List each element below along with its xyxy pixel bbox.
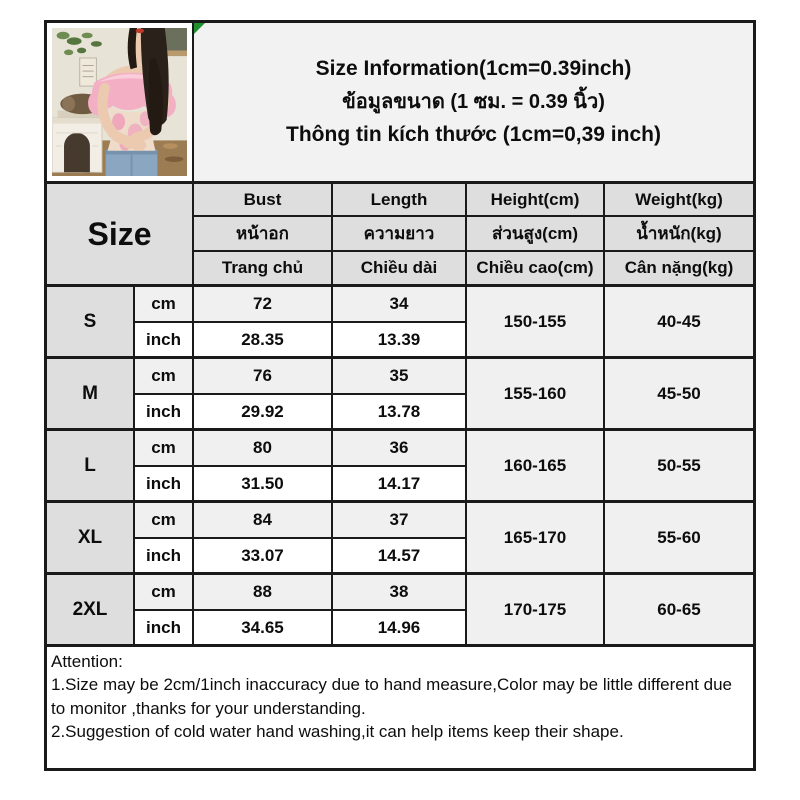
header-weight-th: น้ำหนัก(kg) <box>605 217 753 252</box>
s-height-range: 150-155 <box>467 287 605 359</box>
title-english: Size Information(1cm=0.39inch) <box>315 57 632 81</box>
s-length-cm: 34 <box>333 287 467 323</box>
l-bust-cm: 80 <box>194 431 333 467</box>
header-height-en: Height(cm) <box>467 184 605 217</box>
m-height-range: 155-160 <box>467 359 605 431</box>
l-height-range: 160-165 <box>467 431 605 503</box>
xl-weight-range: 55-60 <box>605 503 753 575</box>
l-length-cm: 36 <box>333 431 467 467</box>
xl-length-cm: 37 <box>333 503 467 539</box>
s-bust-cm: 72 <box>194 287 333 323</box>
m-bust-cm: 76 <box>194 359 333 395</box>
corner-marker-icon <box>194 23 205 34</box>
m-length-inch: 13.78 <box>333 395 467 431</box>
s-weight-range: 40-45 <box>605 287 753 359</box>
size-info-title-block <box>194 23 753 184</box>
header-bust-vi: Trang chủ <box>194 252 333 287</box>
unit-inch-label: inch <box>135 395 194 431</box>
xl-height-range: 165-170 <box>467 503 605 575</box>
header-length-vi: Chiều dài <box>333 252 467 287</box>
unit-inch-label: inch <box>135 611 194 647</box>
header-bust-th: หน้าอก <box>194 217 333 252</box>
attention-notes <box>47 647 753 768</box>
unit-cm-label: cm <box>135 575 194 611</box>
unit-inch-label: inch <box>135 467 194 503</box>
title-thai: ข้อมูลขนาด (1 ซม. = 0.39 นิ้ว) <box>342 90 605 113</box>
attention-note-2: 2.Suggestion of cold water hand washing,it can help items keep their shape. <box>51 722 624 742</box>
header-height-th: ส่วนสูง(cm) <box>467 217 605 252</box>
unit-cm-label: cm <box>135 287 194 323</box>
unit-cm-label: cm <box>135 431 194 467</box>
xl-bust-inch: 33.07 <box>194 539 333 575</box>
title-vietnamese: Thông tin kích thước (1cm=0,39 inch) <box>286 122 661 146</box>
size-column-header: Size <box>47 184 194 287</box>
l-bust-inch: 31.50 <box>194 467 333 503</box>
m-weight-range: 45-50 <box>605 359 753 431</box>
2xl-length-cm: 38 <box>333 575 467 611</box>
size-label-s: S <box>47 287 135 359</box>
2xl-weight-range: 60-65 <box>605 575 753 647</box>
xl-length-inch: 14.57 <box>333 539 467 575</box>
size-label-xl: XL <box>47 503 135 575</box>
size-label-m: M <box>47 359 135 431</box>
s-length-inch: 13.39 <box>333 323 467 359</box>
m-bust-inch: 29.92 <box>194 395 333 431</box>
l-length-inch: 14.17 <box>333 467 467 503</box>
header-weight-en: Weight(kg) <box>605 184 753 217</box>
l-weight-range: 50-55 <box>605 431 753 503</box>
s-bust-inch: 28.35 <box>194 323 333 359</box>
header-length-en: Length <box>333 184 467 217</box>
header-length-th: ความยาว <box>333 217 467 252</box>
attention-heading: Attention: <box>51 652 123 671</box>
size-label-2xl: 2XL <box>47 575 135 647</box>
header-height-vi: Chiều cao(cm) <box>467 252 605 287</box>
m-length-cm: 35 <box>333 359 467 395</box>
size-chart-table <box>44 20 756 771</box>
product-photo <box>47 23 194 184</box>
header-weight-vi: Cân nặng(kg) <box>605 252 753 287</box>
header-bust-en: Bust <box>194 184 333 217</box>
unit-inch-label: inch <box>135 539 194 575</box>
unit-inch-label: inch <box>135 323 194 359</box>
unit-cm-label: cm <box>135 359 194 395</box>
size-label-l: L <box>47 431 135 503</box>
xl-bust-cm: 84 <box>194 503 333 539</box>
2xl-height-range: 170-175 <box>467 575 605 647</box>
model-photo-illustration <box>52 28 187 176</box>
2xl-length-inch: 14.96 <box>333 611 467 647</box>
unit-cm-label: cm <box>135 503 194 539</box>
2xl-bust-inch: 34.65 <box>194 611 333 647</box>
attention-note-1: 1.Size may be 2cm/1inch inaccuracy due to hand measure,Color may be little different due to monitor ,thanks for your understanding. <box>51 675 732 718</box>
2xl-bust-cm: 88 <box>194 575 333 611</box>
